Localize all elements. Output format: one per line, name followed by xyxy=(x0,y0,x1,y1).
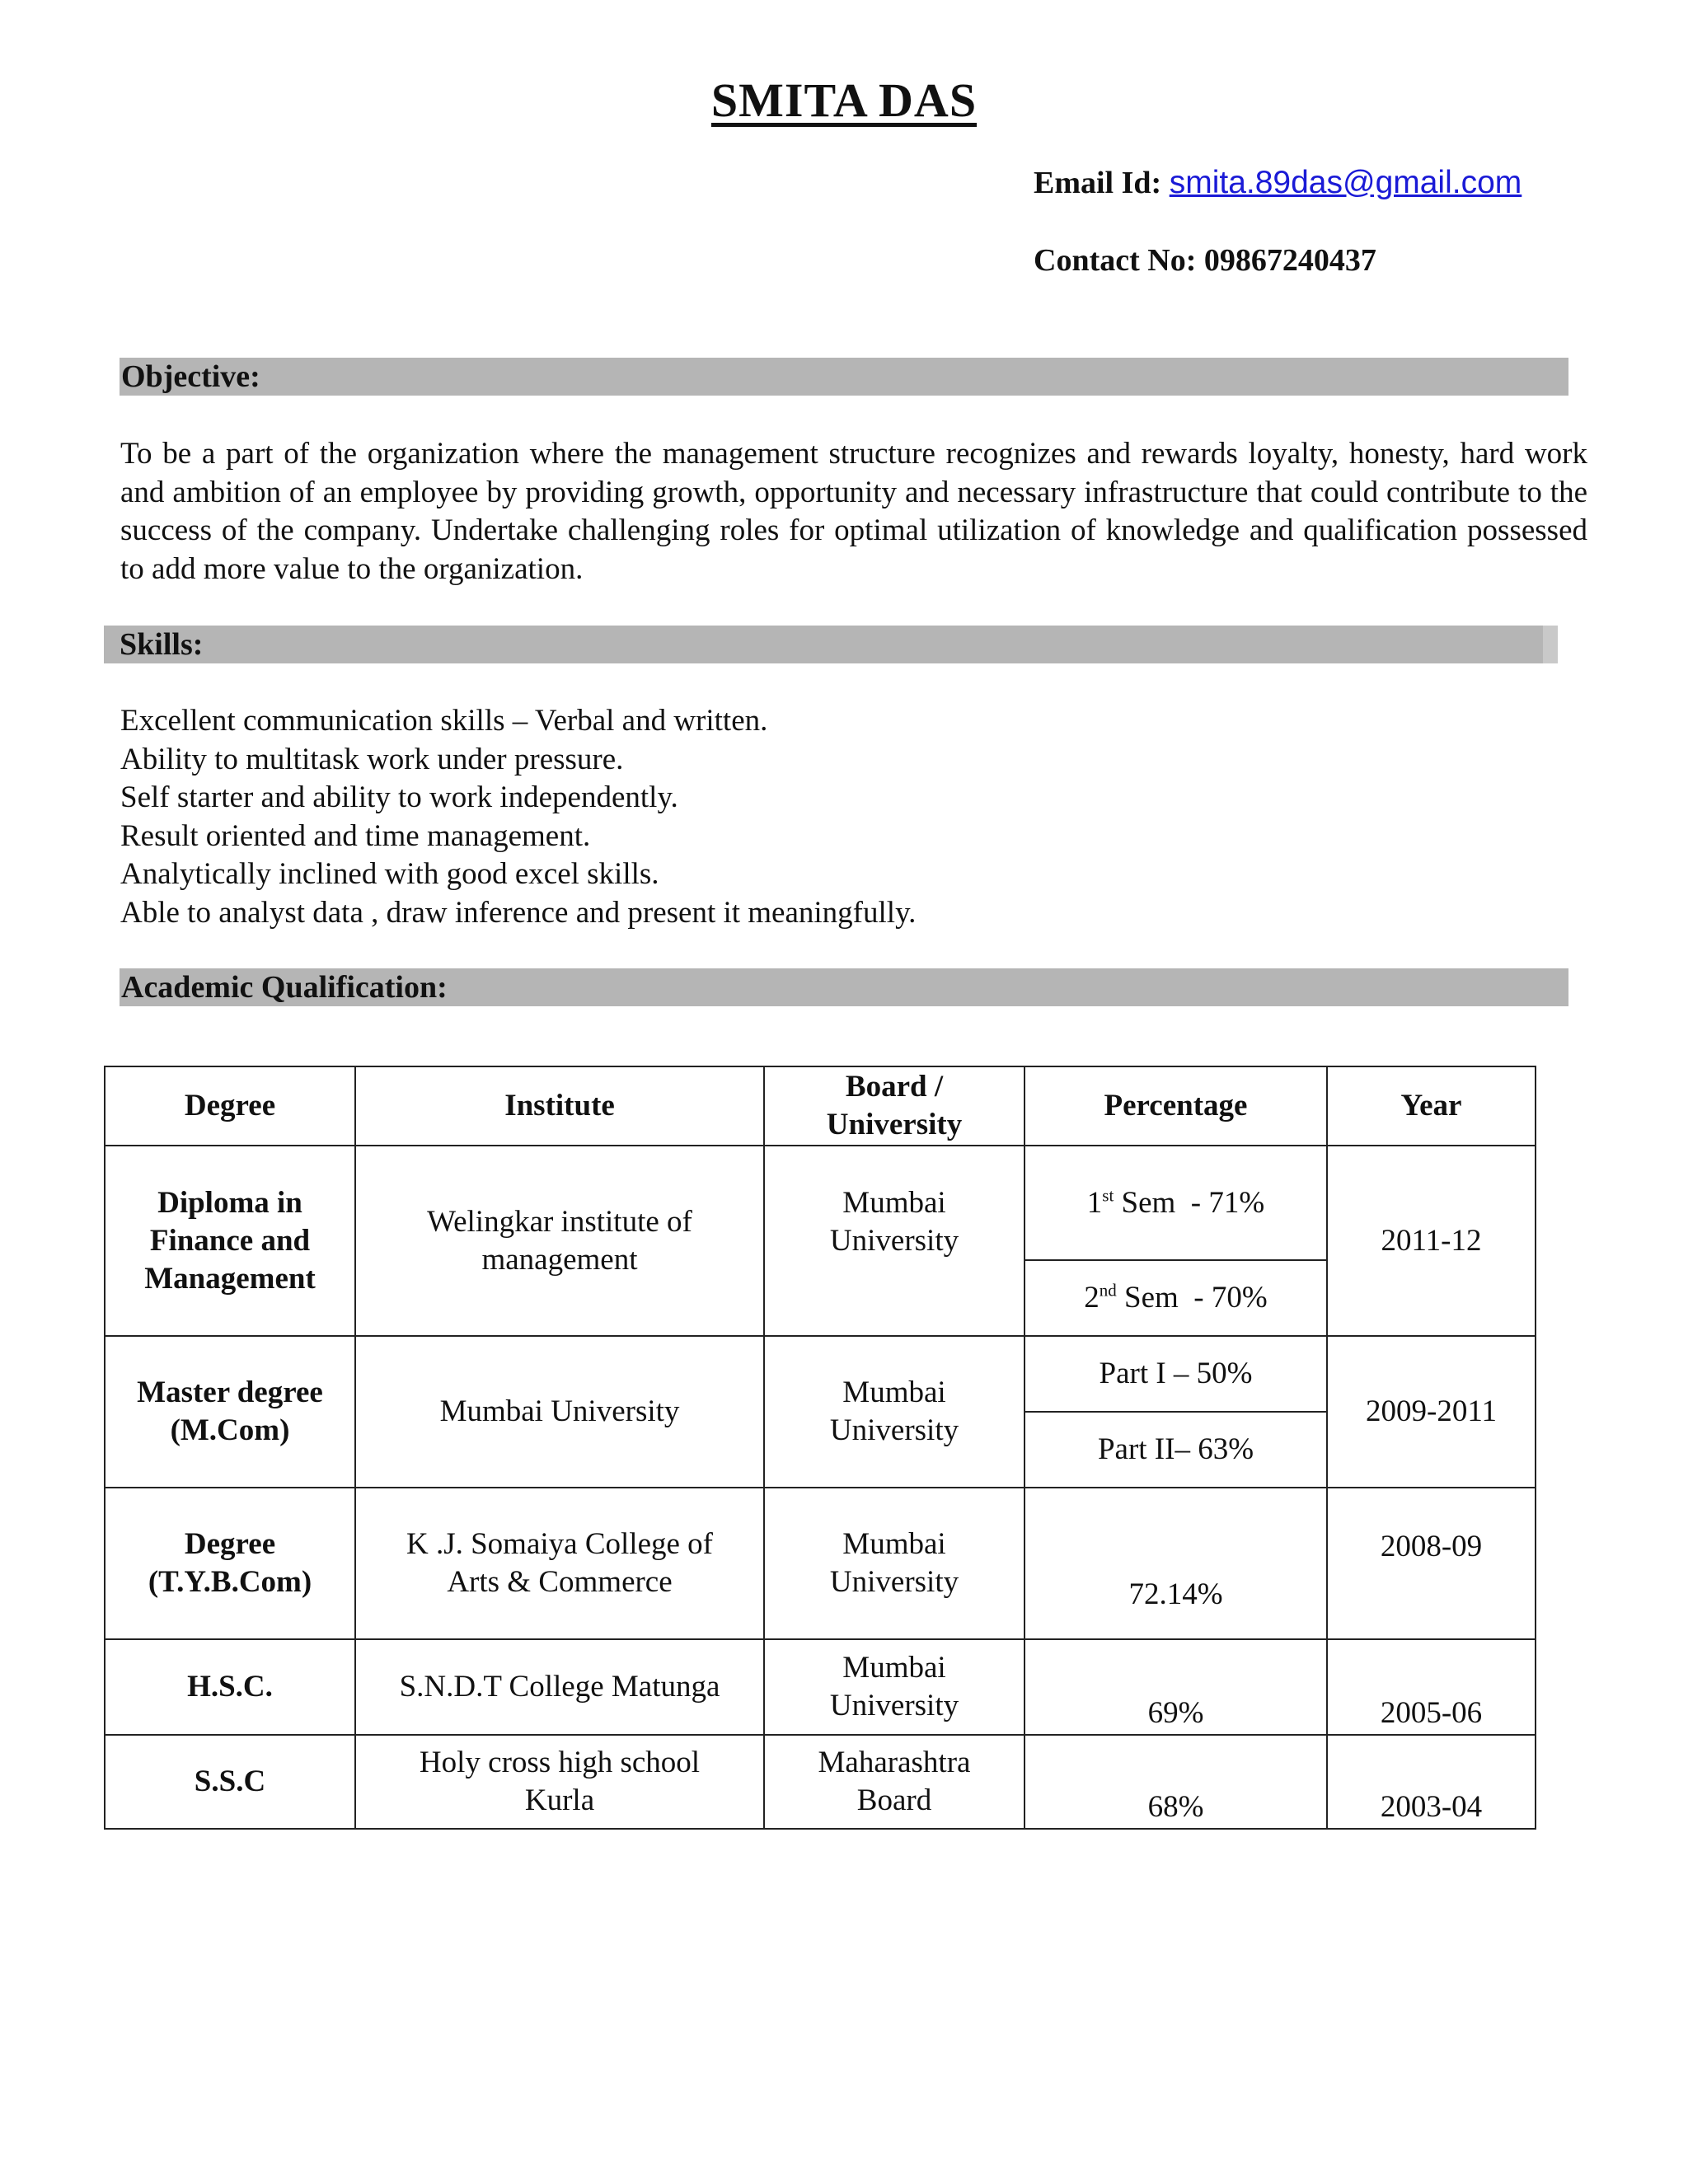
academic-heading: Academic Qualification: xyxy=(120,968,1568,1006)
institute-cell: S.N.D.T College Matunga xyxy=(355,1639,764,1735)
table-row xyxy=(105,1639,1536,1735)
degree-cell: Master degree (M.Com) xyxy=(105,1336,355,1488)
board-cell: Mumbai University xyxy=(764,1336,1025,1488)
table-header-row xyxy=(105,1066,1536,1146)
institute-cell: Holy cross high school Kurla xyxy=(355,1735,764,1829)
year-cell: 2011-12 xyxy=(1327,1146,1536,1336)
year-cell: 2003-04 xyxy=(1327,1735,1536,1829)
percentage-cell: Part II– 63% xyxy=(1025,1412,1327,1488)
percentage-cell: 72.14% xyxy=(1025,1488,1327,1639)
year-cell: 2005-06 xyxy=(1327,1639,1536,1735)
percentage-text: Sem - 71% xyxy=(1114,1185,1265,1220)
email-link[interactable]: smita.89das@gmail.com xyxy=(1169,165,1522,200)
list-item: Analytically inclined with good excel skills. xyxy=(120,857,659,891)
board-cell: Maharashtra Board xyxy=(764,1735,1025,1829)
year-cell: 2009-2011 xyxy=(1327,1336,1536,1488)
ordinal-suffix: nd xyxy=(1099,1280,1117,1301)
degree-cell: Diploma in Finance and Management xyxy=(105,1146,355,1336)
percentage-cell: 68% xyxy=(1025,1735,1327,1829)
table-row xyxy=(105,1336,1536,1412)
board-cell: Mumbai University xyxy=(764,1146,1025,1336)
percentage-cell xyxy=(1025,1260,1327,1336)
list-item: Result oriented and time management. xyxy=(120,818,591,853)
table-row xyxy=(105,1735,1536,1829)
heading-bar-tail xyxy=(1543,626,1558,663)
year-cell: 2008-09 xyxy=(1327,1488,1536,1639)
column-header-board: Board / University xyxy=(764,1066,1025,1146)
contact-number: 09867240437 xyxy=(1203,243,1376,278)
institute-cell: Mumbai University xyxy=(355,1336,764,1488)
ordinal-number: 2 xyxy=(1084,1281,1100,1315)
table-row xyxy=(105,1146,1536,1260)
ordinal-number: 1 xyxy=(1086,1185,1103,1220)
column-header-percentage: Percentage xyxy=(1025,1066,1327,1146)
percentage-cell: 69% xyxy=(1025,1639,1327,1735)
objective-text: To be a part of the organization where the management structure recognizes and rewards loyalty, honesty, hard work and ambition of an employee by providing growth, opportunity and necessary infrastructure that could contribute to the success of the company. Undertake challenging roles for optimal utilization of knowledge and qualification possessed to add more value to the organization. xyxy=(120,437,1587,586)
board-cell: Mumbai University xyxy=(764,1639,1025,1735)
qualification-table xyxy=(104,1066,1536,1830)
page-title: SMITA DAS xyxy=(710,73,978,127)
contact-label: Contact No: xyxy=(1034,243,1204,278)
percentage-text: Sem - 70% xyxy=(1116,1281,1268,1315)
percentage-cell xyxy=(1025,1146,1327,1260)
board-cell: Mumbai University xyxy=(764,1488,1025,1639)
skills-heading xyxy=(104,626,1558,663)
degree-cell: H.S.C. xyxy=(105,1639,355,1735)
list-item: Able to analyst data , draw inference and present it meaningfully. xyxy=(120,895,917,930)
email-line xyxy=(1034,165,1522,201)
skills-list xyxy=(120,702,916,932)
list-item: Self starter and ability to work independently. xyxy=(120,780,678,814)
column-header-degree: Degree xyxy=(105,1066,355,1146)
skills-heading-label: Skills: xyxy=(120,627,204,662)
email-label: Email Id: xyxy=(1034,166,1170,200)
institute-cell: Welingkar institute of management xyxy=(355,1146,764,1336)
list-item: Ability to multitask work under pressure. xyxy=(120,742,624,776)
table-row xyxy=(105,1488,1536,1639)
list-item: Excellent communication skills – Verbal and written. xyxy=(120,704,768,738)
percentage-cell: Part I – 50% xyxy=(1025,1336,1327,1412)
degree-cell: S.S.C xyxy=(105,1735,355,1829)
ordinal-suffix: st xyxy=(1102,1185,1114,1206)
column-header-institute: Institute xyxy=(355,1066,764,1146)
degree-cell: Degree (T.Y.B.Com) xyxy=(105,1488,355,1639)
column-header-year: Year xyxy=(1327,1066,1536,1146)
objective-heading: Objective: xyxy=(120,358,1568,396)
institute-cell: K .J. Somaiya College of Arts & Commerce xyxy=(355,1488,764,1639)
contact-line xyxy=(1034,242,1376,279)
